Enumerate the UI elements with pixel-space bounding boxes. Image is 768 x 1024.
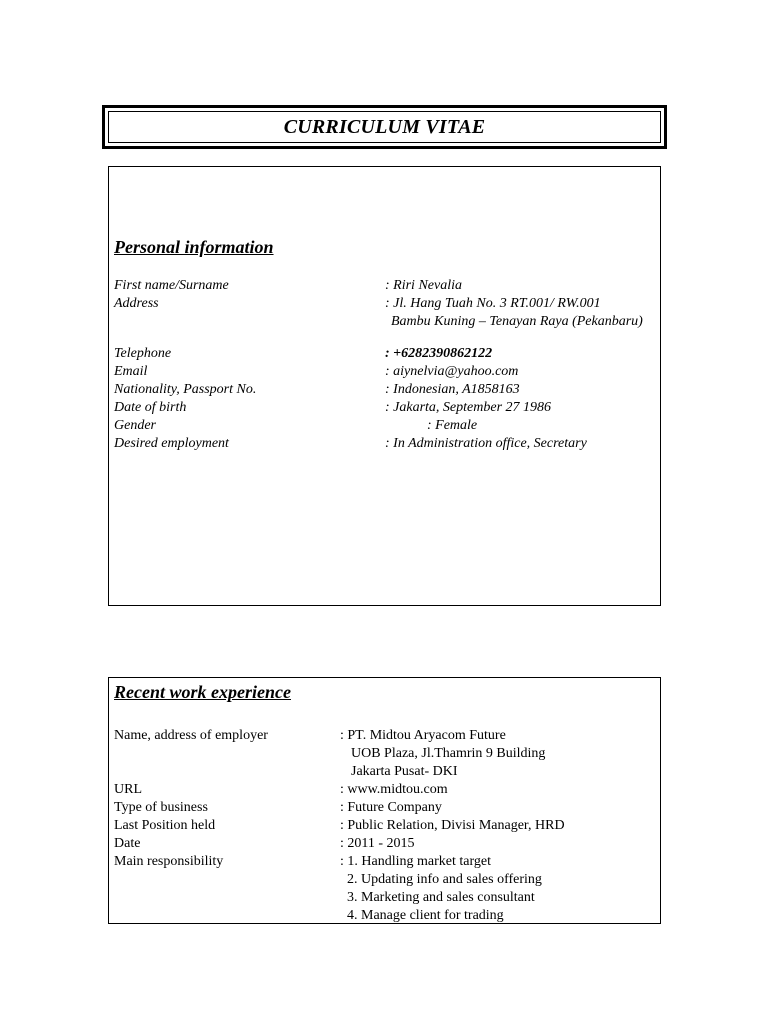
telephone-label: Telephone [114, 346, 172, 361]
last-position-label: Last Position held [114, 818, 216, 833]
desired-employment-value: : In Administration office, Secretary [385, 436, 587, 451]
responsibility-item: 2. Updating info and sales offering [347, 872, 542, 887]
personal-info-heading: Personal information [114, 237, 274, 257]
business-type-label: Type of business [114, 800, 208, 815]
gender-label: Gender [114, 418, 156, 433]
document-title: CURRICULUM VITAE [283, 115, 486, 138]
responsibility-item: 3. Marketing and sales consultant [347, 890, 535, 905]
title-box [102, 105, 667, 149]
first-name-value: : Riri Nevalia [385, 278, 462, 293]
employer-line-2: UOB Plaza, Jl.Thamrin 9 Building [351, 746, 546, 761]
employer-label: Name, address of employer [114, 728, 268, 743]
telephone-value: : +6282390862122 [385, 346, 493, 361]
address-line-2: Bambu Kuning – Tenayan Raya (Pekanbaru) [391, 314, 643, 329]
first-name-label: First name/Surname [114, 278, 229, 293]
desired-employment-label: Desired employment [114, 436, 229, 451]
address-line-1: : Jl. Hang Tuah No. 3 RT.001/ RW.001 [385, 296, 601, 311]
employer-line-1: : PT. Midtou Aryacom Future [340, 728, 506, 743]
url-value: : www.midtou.com [340, 782, 448, 797]
last-position-value: : Public Relation, Divisi Manager, HRD [340, 818, 565, 833]
dob-label: Date of birth [114, 400, 187, 415]
address-label: Address [114, 296, 159, 311]
gender-value: : Female [427, 418, 478, 433]
responsibility-label: Main responsibility [114, 854, 224, 869]
work-experience-heading: Recent work experience [114, 682, 291, 702]
url-label: URL [114, 782, 142, 797]
dob-value: : Jakarta, September 27 1986 [385, 400, 552, 415]
personal-info-section [108, 166, 661, 606]
date-value: : 2011 - 2015 [340, 836, 415, 851]
nationality-label: Nationality, Passport No. [114, 382, 257, 397]
nationality-value: : Indonesian, A1858163 [385, 382, 520, 397]
responsibility-item: 4. Manage client for trading [347, 908, 504, 923]
title-box-inner [108, 111, 661, 143]
work-experience-section [108, 677, 661, 924]
business-type-value: : Future Company [340, 800, 442, 815]
email-value: : aiynelvia@yahoo.com [385, 364, 519, 379]
email-label: Email [114, 364, 148, 379]
responsibility-item: : 1. Handling market target [340, 854, 491, 869]
employer-line-3: Jakarta Pusat- DKI [351, 764, 458, 779]
date-label: Date [114, 836, 141, 851]
